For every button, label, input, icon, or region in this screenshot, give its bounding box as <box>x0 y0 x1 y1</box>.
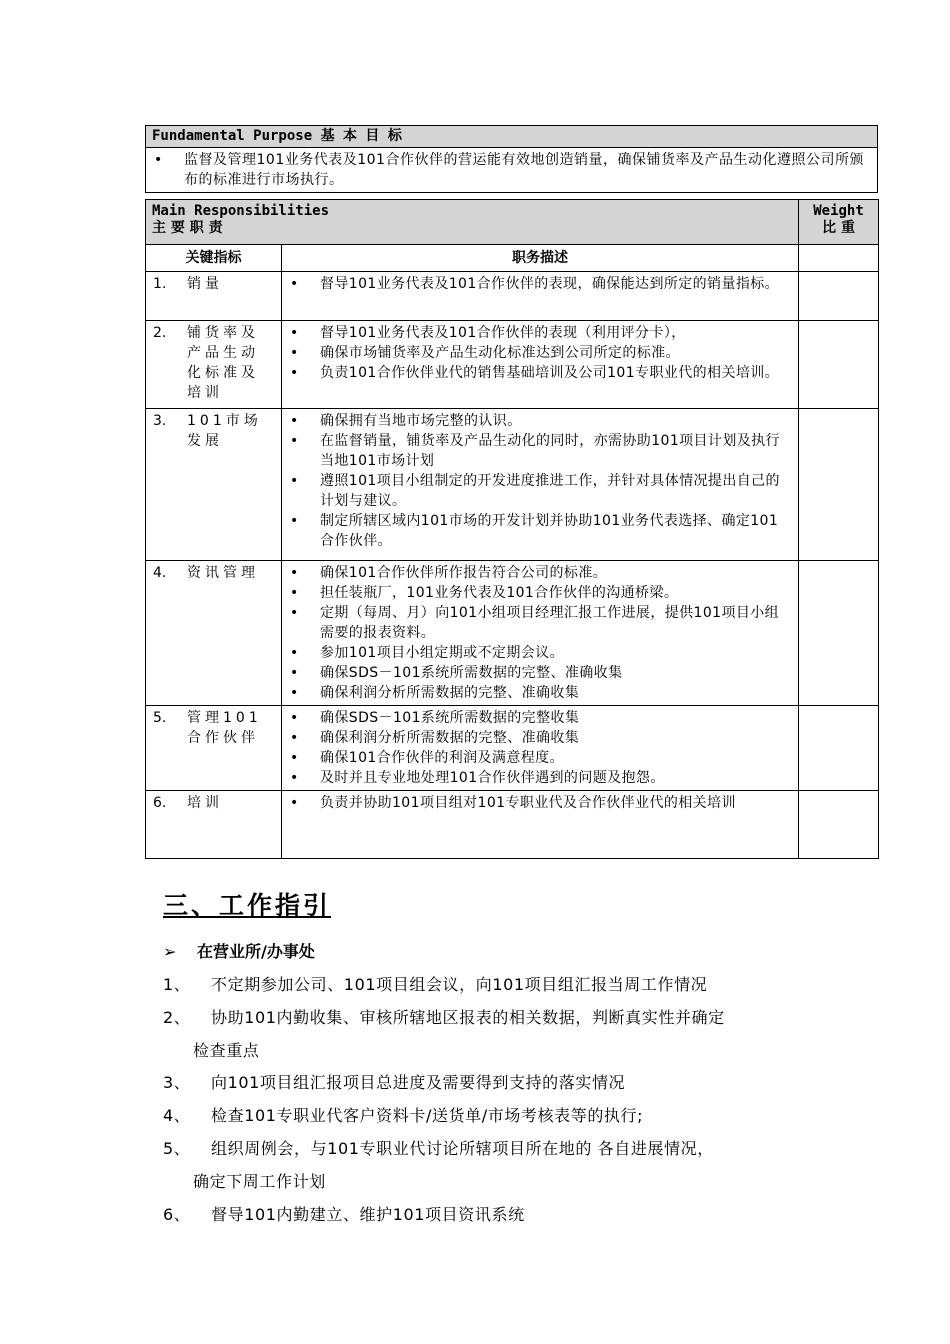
step-number: 2、 <box>163 1008 191 1027</box>
step-text: 督导101内勤建立、维护101项目资讯系统 <box>211 1205 525 1224</box>
duty-list <box>290 274 790 294</box>
key-indicator-text: 销量 <box>187 276 223 292</box>
step-text: 组织周例会，与101专职业代讨论所辖项目所在地的 各自进展情况， <box>211 1139 714 1158</box>
step-text: 不定期参加公司、101项目组会议，向101项目组汇报当周工作情况 <box>211 975 708 994</box>
duty-description-cell <box>282 706 799 791</box>
duty-list-item: • 参加101项目小组定期或不定期会议。 <box>290 643 790 663</box>
duty-list-item: • 确保101合作伙伴的利润及满意程度。 <box>290 748 790 768</box>
row-number: 3. <box>153 413 167 429</box>
key-indicator-cell <box>146 791 282 859</box>
section-title: 三、工作指引 <box>163 891 332 920</box>
bullet-icon: • <box>154 152 163 168</box>
row-number: 1. <box>153 276 167 292</box>
duty-list <box>290 563 790 703</box>
duty-list-item: • 确保SDS－101系统所需数据的完整收集 <box>290 708 790 728</box>
weight-cell <box>799 791 879 859</box>
key-indicator-cell <box>146 321 282 409</box>
table-row <box>146 706 879 791</box>
fundamental-purpose-header: Fundamental Purpose 基 本 目 标 <box>146 126 877 148</box>
table-row <box>146 561 879 706</box>
table-row <box>146 791 879 859</box>
responsibilities-header-zh: 主 要 职 责 <box>152 220 223 236</box>
duty-description-cell <box>282 321 799 409</box>
table-row <box>146 409 879 561</box>
arrow-icon: ➢ <box>163 942 177 961</box>
step-text: 向101项目组汇报项目总进度及需要得到支持的落实情况 <box>211 1073 626 1092</box>
responsibilities-header-cell <box>146 200 799 245</box>
step-text-continued: 确定下周工作计划 <box>193 1172 326 1191</box>
duty-description-cell <box>282 561 799 706</box>
column-header-weight <box>799 245 879 272</box>
row-number: 5. <box>153 710 167 726</box>
duty-list-item: • 定期（每周、月）向101小组项目经理汇报工作进展，提供101项目小组需要的报表资料。 <box>290 603 790 643</box>
step-number: 5、 <box>163 1139 191 1158</box>
fundamental-purpose-text: 监督及管理101业务代表及101合作伙伴的营运能有效地创造销量，确保铺货率及产品生动化遵照公司所颁布的标准进行市场执行。 <box>184 152 864 188</box>
duty-list-item: • 确保利润分析所需数据的完整、准确收集 <box>290 683 790 703</box>
key-indicator-cell <box>146 706 282 791</box>
step-number: 6、 <box>163 1205 191 1224</box>
fundamental-purpose-body <box>146 148 877 192</box>
weight-header-zh: 比 重 <box>822 220 855 236</box>
key-indicator-text: 管理101合作伙伴 <box>187 710 262 746</box>
key-indicator-cell <box>146 561 282 706</box>
duty-description-cell <box>282 791 799 859</box>
duty-list <box>290 793 790 813</box>
sub-heading-text: 在营业所/办事处 <box>197 942 315 961</box>
guide-step <box>163 1001 725 1067</box>
column-header-desc: 职务描述 <box>282 245 799 272</box>
weight-header-en: Weight <box>813 203 864 219</box>
step-text: 协助101内勤收集、审核所辖地区报表的相关数据，判断真实性并确定 <box>211 1008 725 1027</box>
responsibilities-table <box>145 199 879 859</box>
guide-step <box>163 968 707 1001</box>
duty-description-cell <box>282 409 799 561</box>
duty-list-item: • 确保利润分析所需数据的完整、准确收集 <box>290 728 790 748</box>
responsibilities-header-en: Main Responsibilities <box>152 203 330 219</box>
step-number: 4、 <box>163 1106 191 1125</box>
weight-cell <box>799 706 879 791</box>
duty-description-cell <box>282 272 799 321</box>
table-row <box>146 321 879 409</box>
weight-cell <box>799 272 879 321</box>
key-indicator-text: 资讯管理 <box>187 565 259 581</box>
weight-cell <box>799 561 879 706</box>
duty-list-item: • 制定所辖区域内101市场的开发计划并协助101业务代表选择、确定101合作伙伴。 <box>290 511 790 551</box>
duty-list-item: • 督导101业务代表及101合作伙伴的表现，确保能达到所定的销量指标。 <box>290 274 790 294</box>
fundamental-purpose-box <box>145 125 878 193</box>
step-number: 1、 <box>163 975 191 994</box>
table-subheader-row <box>146 245 879 272</box>
step-number: 3、 <box>163 1073 191 1092</box>
duty-list-item: • 在监督销量，铺货率及产品生动化的同时，亦需协助101项目计划及执行当地101市场计划 <box>290 431 790 471</box>
duty-list-item: • 确保SDS－101系统所需数据的完整、准确收集 <box>290 663 790 683</box>
duty-list-item: • 督导101业务代表及101合作伙伴的表现（利用评分卡）， <box>290 323 790 343</box>
step-text-continued: 检查重点 <box>193 1041 260 1060</box>
table-row <box>146 272 879 321</box>
duty-list-item: • 担任装瓶厂，101业务代表及101合作伙伴的沟通桥梁。 <box>290 583 790 603</box>
guide-step <box>163 1198 525 1231</box>
guide-step <box>163 1132 714 1198</box>
key-indicator-text: 培训 <box>187 795 223 811</box>
duty-list-item: • 及时并且专业地处理101合作伙伴遇到的问题及抱怨。 <box>290 768 790 788</box>
duty-list <box>290 323 790 383</box>
row-number: 6. <box>153 795 167 811</box>
duty-list-item: • 负责101合作伙伴业代的销售基础培训及公司101专职业代的相关培训。 <box>290 363 790 383</box>
duty-list-item: • 确保市场铺货率及产品生动化标准达到公司所定的标准。 <box>290 343 790 363</box>
table-header-row <box>146 200 879 245</box>
weight-header-cell <box>799 200 879 245</box>
guide-step <box>163 1099 643 1132</box>
duty-list <box>290 411 790 551</box>
duty-list-item: • 负责并协助101项目组对101专职业代及合作伙伴业代的相关培训 <box>290 793 790 813</box>
row-number: 2. <box>153 325 167 341</box>
key-indicator-text: 铺货率及产品生动化标准及培训 <box>187 325 259 401</box>
sub-heading <box>163 939 315 962</box>
step-text: 检查101专职业代客户资料卡/送货单/市场考核表等的执行; <box>211 1106 644 1125</box>
duty-list-item: • 确保101合作伙伴所作报告符合公司的标准。 <box>290 563 790 583</box>
guide-step <box>163 1066 625 1099</box>
duty-list-item: • 遵照101项目小组制定的开发进度推进工作，并针对具体情况提出自己的计划与建议。 <box>290 471 790 511</box>
column-header-key: 关键指标 <box>146 245 282 272</box>
duty-list <box>290 708 790 788</box>
key-indicator-cell <box>146 409 282 561</box>
key-indicator-cell <box>146 272 282 321</box>
weight-cell <box>799 321 879 409</box>
key-indicator-text: 101市场发展 <box>187 413 262 449</box>
weight-cell <box>799 409 879 561</box>
duty-list-item: • 确保拥有当地市场完整的认识。 <box>290 411 790 431</box>
row-number: 4. <box>153 565 167 581</box>
